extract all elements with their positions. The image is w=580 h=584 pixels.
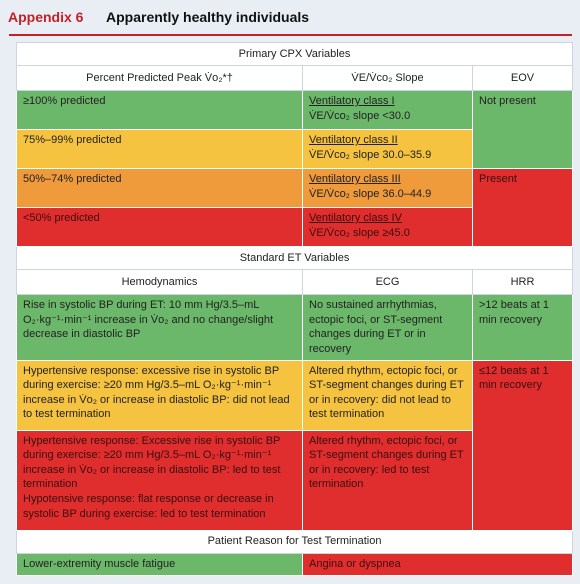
appendix-label: Appendix 6: [8, 9, 84, 25]
slope-range: V̇E/V̇co₂ slope <30.0: [309, 109, 411, 122]
hypertensive-response-text: Hypertensive response: Excessive rise in systolic BP during exercise: ≥20 mm Hg/3.5–mL O₂·kg⁻¹·min⁻¹ increase in V̇o₂ or increase in diastolic BP: led to test termination: [23, 434, 281, 491]
page-title: Apparently healthy individuals: [106, 9, 310, 25]
patient-reason-cell: Angina or dyspnea: [303, 553, 573, 575]
patient-section-title: Patient Reason for Test Termination: [17, 530, 573, 553]
pct-cell: 75%–99% predicted: [17, 130, 303, 169]
cpx-stratification-table: [16, 42, 573, 576]
standard-section-title: Standard ET Variables: [17, 247, 573, 270]
pct-cell: 50%–74% predicted: [17, 169, 303, 208]
hemodynamics-cell: Rise in systolic BP during ET: 10 mm Hg/3.5–mL O₂·kg⁻¹·min⁻¹ increase in V̇o₂ and no change/slight decrease in diastolic BP: [17, 295, 303, 361]
col-header-pct-vo2: Percent Predicted Peak V̇o₂*†: [17, 66, 303, 91]
ventilatory-class-cell: [303, 91, 473, 130]
col-header-eov: EOV: [473, 66, 573, 91]
ecg-cell: Altered rhythm, ectopic foci, or ST-segment changes during ET or in recovery: led to test termination: [303, 430, 473, 530]
col-header-ve-vco2: V̇E/V̇co₂ Slope: [303, 66, 473, 91]
ventilatory-class-label: Ventilatory class II: [309, 134, 398, 146]
ecg-cell: No sustained arrhythmias, ectopic foci, or ST-segment changes during ET or in recovery: [303, 295, 473, 361]
hrr-cell: >12 beats at 1 min recovery: [473, 295, 573, 361]
eov-cell: Not present: [473, 91, 573, 169]
ecg-cell: Altered rhythm, ectopic foci, or ST-segment changes during ET or in recovery: did not lead to test termination: [303, 360, 473, 430]
hemodynamics-cell: Hypertensive response: excessive rise in systolic BP during exercise: ≥20 mm Hg/3.5–mL O₂·kg⁻¹·min⁻¹ increase in V̇o₂ or increase in diastolic BP: did not lead to test termination: [17, 360, 303, 430]
ventilatory-class-cell: [303, 208, 473, 247]
pct-cell: ≥100% predicted: [17, 91, 303, 130]
ventilatory-class-label: Ventilatory class I: [309, 95, 395, 107]
slope-range: V̇E/V̇co₂ slope 30.0–35.9: [309, 148, 432, 161]
ventilatory-class-cell: [303, 169, 473, 208]
slope-range: V̇E/V̇co₂ slope ≥45.0: [309, 226, 410, 239]
ventilatory-class-cell: [303, 130, 473, 169]
ventilatory-class-label: Ventilatory class IV: [309, 212, 402, 224]
slope-range: V̇E/V̇co₂ slope 36.0–44.9: [309, 187, 432, 200]
hemodynamics-cell: [17, 430, 303, 530]
header-divider: [9, 34, 572, 36]
col-header-ecg: ECG: [303, 270, 473, 295]
hypotensive-response-text: Hypotensive response: flat response or decrease in systolic BP during exercise: led to test termination: [23, 493, 274, 520]
page-header: [0, 0, 580, 36]
ventilatory-class-label: Ventilatory class III: [309, 173, 401, 185]
hrr-cell: ≤12 beats at 1 min recovery: [473, 360, 573, 530]
pct-cell: <50% predicted: [17, 208, 303, 247]
primary-section-title: Primary CPX Variables: [17, 43, 573, 66]
col-header-hrr: HRR: [473, 270, 573, 295]
patient-reason-cell: Lower-extremity muscle fatigue: [17, 553, 303, 575]
col-header-hemodynamics: Hemodynamics: [17, 270, 303, 295]
eov-cell: Present: [473, 169, 573, 247]
